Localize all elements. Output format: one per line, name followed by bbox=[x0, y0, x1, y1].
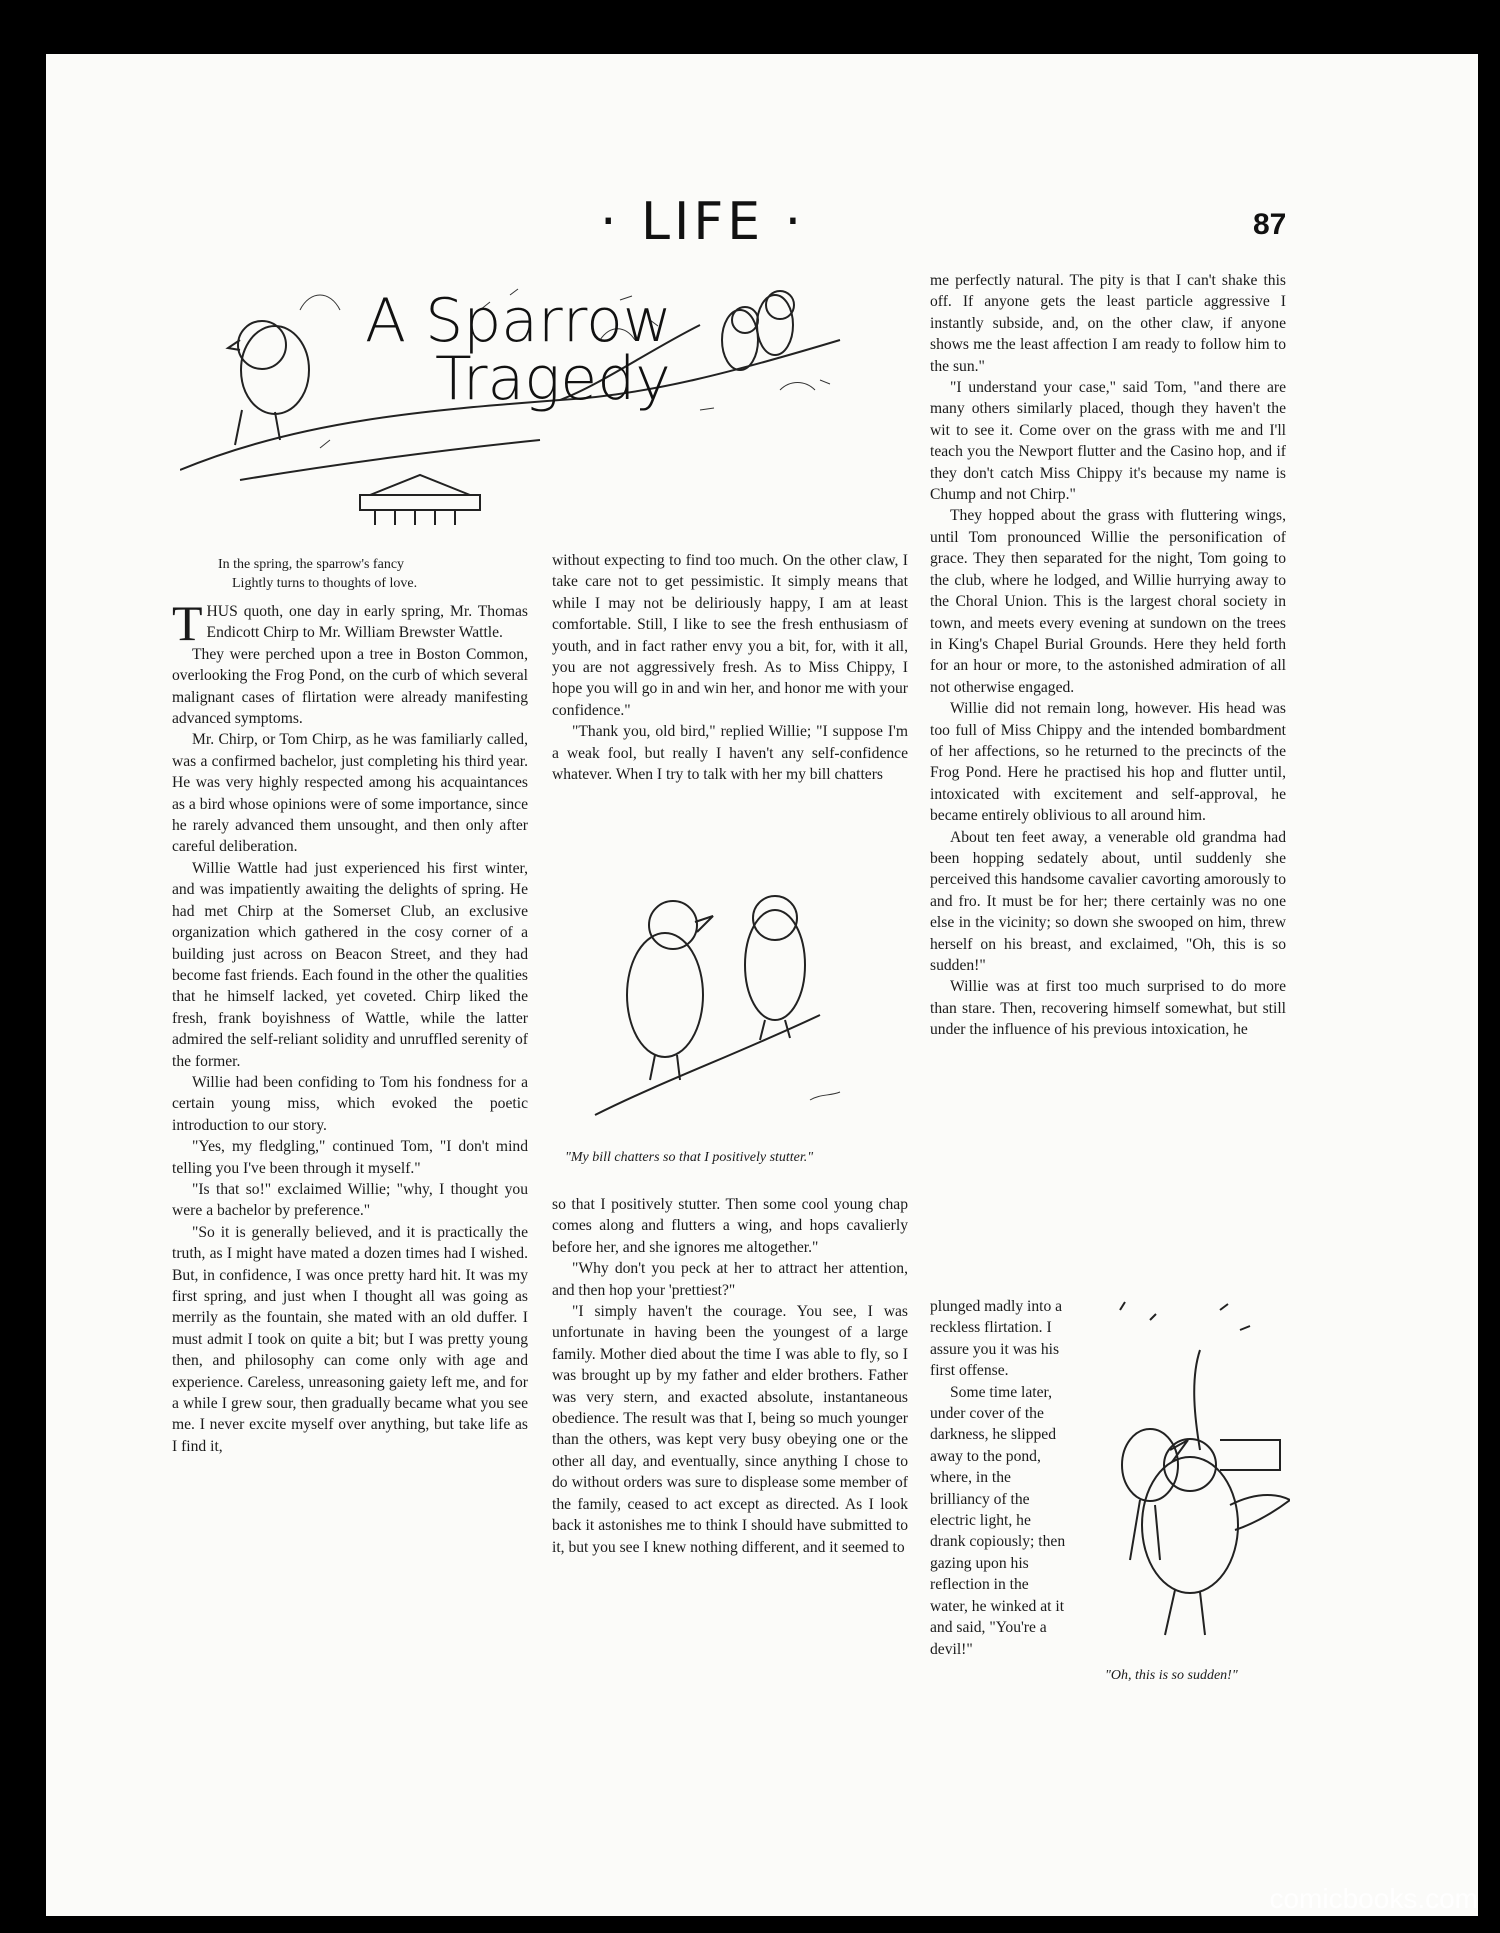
paragraph: Willie did not remain long, however. His head was too full of Miss Chippy and the intended bombardment of her affections, so he returned to the precincts of the Frog Pond. Here he practised his hop and flutter until, intoxicated with excitement and self-approval, he became entirely oblivious to all around him. bbox=[930, 700, 1286, 825]
figure-caption-2: "Oh, this is so sudden!" bbox=[1105, 1668, 1238, 1683]
epigraph-line-2: Lightly turns to thoughts of love. bbox=[232, 576, 418, 591]
article-title bbox=[365, 286, 672, 414]
figure-caption: "My bill chatters so that I positively stutter." bbox=[565, 1150, 814, 1165]
masthead: · LIFE · bbox=[600, 192, 806, 252]
paragraph: About ten feet away, a venerable old grandma had been hopping sedately about, until suddenly she perceived this handsome cavalier cavorting amorously to and fro. It must be for her; there certainly was no one else in the vicinity; so down she swooped on him, threw herself on his breast, and exclaimed, "Oh, this is so sudden!" bbox=[930, 828, 1286, 974]
paragraph-text: HUS quoth, one day in early spring, Mr. Thomas Endicott Chirp to Mr. William Brewster Wattle. bbox=[206, 603, 528, 642]
paragraph: so that I positively stutter. Then some cool young chap comes along and flutters a wing, and hops cavalierly before her, and she ignores me altogether." bbox=[552, 1196, 908, 1256]
column-2-continued bbox=[552, 1194, 908, 1558]
watermark: comicbooks.com bbox=[1269, 1883, 1478, 1914]
page-number: 87 bbox=[1253, 208, 1287, 241]
title-line-1: A Sparrow bbox=[365, 286, 672, 356]
paragraph: Some time later, under cover of the darkness, he slipped away to the pond, where, in the brilliancy of the electric light, he drank copiously; then gazing upon his reflection in the water, he winked at it and said, "You're a devil!" bbox=[930, 1383, 1066, 1658]
paragraph: me perfectly natural. The pity is that I can't shake this off. If anyone gets the least particle aggressive I instantly subside, and, on the other claw, if anyone shows me the least affection I am ready to follow him to the sun." bbox=[930, 272, 1286, 375]
paragraph: "I simply haven't the courage. You see, I was unfortunate in having been the youngest of a large family. Mother died about the time I was able to fly, so I was brought up by my father and elder brothers. Father was very stern, and exacted absolute, instantaneous obedience. The result was that I, being so much younger than the others, was kept very busy obeying one or the other all day, and eventually, since anything I chose to do without orders was sure to displease some member of the family, ceased to act except as directed. As I look back it astonishes me to think I should have submitted to it, but you see I knew nothing different, and it seemed to bbox=[552, 1303, 908, 1556]
epigraph-line-1: In the spring, the sparrow's fancy bbox=[218, 557, 405, 572]
paragraph: "Is that so!" exclaimed Willie; "why, I thought you were a bachelor by preference." bbox=[172, 1180, 528, 1220]
title-line-2: Tragedy bbox=[435, 344, 671, 414]
paragraph: "So it is generally believed, and it is practically the truth, as I might have mated a dozen times had I wished. But, in confidence, I was once pretty hard hit. It was my first spring, and just when I thought all was going as merrily as the fountain, she mated with an old duffer. I must admit I took on quite a bit; but I was pretty young then, and philosophy can come only with age and experience. Careless, unreasoning gaiety left me, and for a while I grew sour, then gradually became what you see me. I never excite myself over anything, but take life as I find it, bbox=[172, 1223, 528, 1455]
paragraph: "Why don't you peck at her to attract her attention, and then hop your 'prettiest?" bbox=[552, 1260, 908, 1299]
paragraph: Willie Wattle had just experienced his first winter, and was impatiently awaiting the delights of spring. He had met Chirp at the Somerset Club, an exclusive organization which gathered in the cosy corner of a building just across on Beacon Street, and they had become fast friends. Each found in the other the qualities that he himself lacked, yet coveted. Chirp liked the fresh, frank boyishness of Wattle, while the latter admired the self-reliant solidity and unruffled serenity of the former. bbox=[172, 859, 528, 1070]
paragraph: Willie was at first too much surprised to do more than stare. Then, recovering himself somewhat, but still under the influence of his previous intoxication, he bbox=[930, 978, 1286, 1039]
two-birds-illustration bbox=[585, 880, 885, 1140]
paragraph: without expecting to find too much. On the other claw, I take care not to get pessimistic. It simply means that while I may not be deliriously happy, I am at least comfortable. Still, I like to see the fresh enthusiasm of youth, and in fact rather envy you a bit, for, with it all, you are not aggressively fresh. As to Miss Chippy, I hope you will go in and win her, and honor me with your confidence." bbox=[552, 552, 908, 719]
paragraph: Mr. Chirp, or Tom Chirp, as he was familiarly called, was a confirmed bachelor, just completing his third year. He was very highly respected among his acquaintances as a bird whose opinions were of some importance, since he rarely advanced them unsought, and then only after careful deliberation. bbox=[172, 731, 528, 856]
paragraph: They were perched upon a tree in Boston Common, overlooking the Frog Pond, on the curb of which several malignant cases of flirtation were already manifesting advanced symptoms. bbox=[172, 645, 528, 728]
column-1 bbox=[172, 555, 528, 1457]
paragraph: "Thank you, old bird," replied Willie; "I suppose I'm a weak fool, but really I haven't any self-confidence whatever. When I try to talk with her my bill chatters bbox=[552, 723, 908, 784]
paragraph: "I understand your case," said Tom, "and there are many others similarly placed, though they haven't the wit to see it. Come over on the grass with me and I'll teach you the Newport flutter and the Casino hop, and if they don't catch Miss Chippy it's because my name is Chump and not Chirp." bbox=[930, 379, 1286, 504]
column-3 bbox=[930, 270, 1286, 1041]
drop-cap: T bbox=[172, 595, 203, 651]
grandma-bird-illustration bbox=[1080, 1290, 1290, 1660]
paragraph: "Yes, my fledgling," continued Tom, "I don't mind telling you I've been through it myself." bbox=[172, 1138, 528, 1177]
epigraph bbox=[218, 555, 528, 593]
paragraph: Willie had been confiding to Tom his fondness for a certain young miss, which evoked the poetic introduction to our story. bbox=[172, 1073, 528, 1134]
paragraph: They hopped about the grass with fluttering wings, until Tom pronounced Willie the personification of grace. They then separated for the night, Tom going to the club, where he lodged, and Willie hurrying away to the Choral Union. This is the largest choral society in town, and meets every evening at sundown on the trees in King's Chapel Burial Grounds. Here they held forth for an hour or more, to the astonished admiration of all not otherwise engaged. bbox=[930, 507, 1286, 696]
paragraph bbox=[172, 595, 528, 651]
paragraph: plunged madly into a reckless flirtation. I assure you it was his first offense. bbox=[930, 1298, 1063, 1380]
column-3-narrow bbox=[930, 1296, 1070, 1660]
column-2 bbox=[552, 550, 908, 785]
